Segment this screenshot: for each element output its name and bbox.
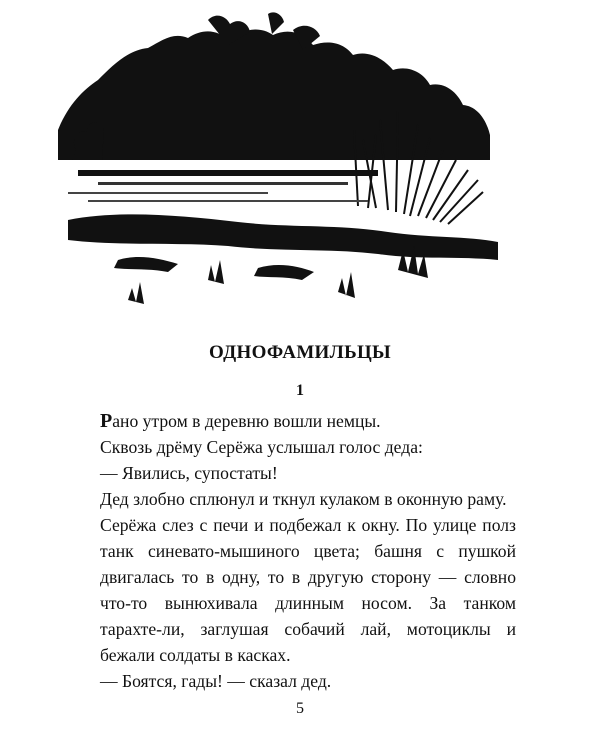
section-number: 1 bbox=[296, 382, 304, 399]
chapter-title: ОДНОФАМИЛЬЦЫ bbox=[208, 342, 391, 363]
tree-line bbox=[58, 12, 490, 160]
foreground-grass bbox=[68, 214, 498, 304]
paragraph-5: Серёжа слез с печи и подбежал к окну. По улице полз танк синевато-мышиного цвета; башня с пушкой двигалась то в одну, то в другую сторону — словно что-то вынюхивала длинным носом. За танком тарахте-ли, заглушая собачий лай, мотоциклы и бежали солдаты в касках. bbox=[100, 515, 516, 665]
paragraph-3: — Явились, супостаты! bbox=[100, 463, 278, 483]
body-text bbox=[86, 408, 516, 694]
paragraph-4: Дед злобно сплюнул и ткнул кулаком в оконную раму. bbox=[100, 489, 507, 509]
page-number: 5 bbox=[296, 700, 304, 717]
paragraph-1: Рано утром в деревню вошли немцы. bbox=[100, 410, 381, 432]
landscape-illustration bbox=[58, 10, 506, 310]
drop-cap: Р bbox=[100, 410, 113, 432]
paragraph-2: Сквозь дрёму Серёжа услышал голос деда: bbox=[100, 437, 423, 457]
water bbox=[68, 170, 378, 202]
paragraph-6: — Боятся, гады! — сказал дед. bbox=[100, 671, 332, 691]
